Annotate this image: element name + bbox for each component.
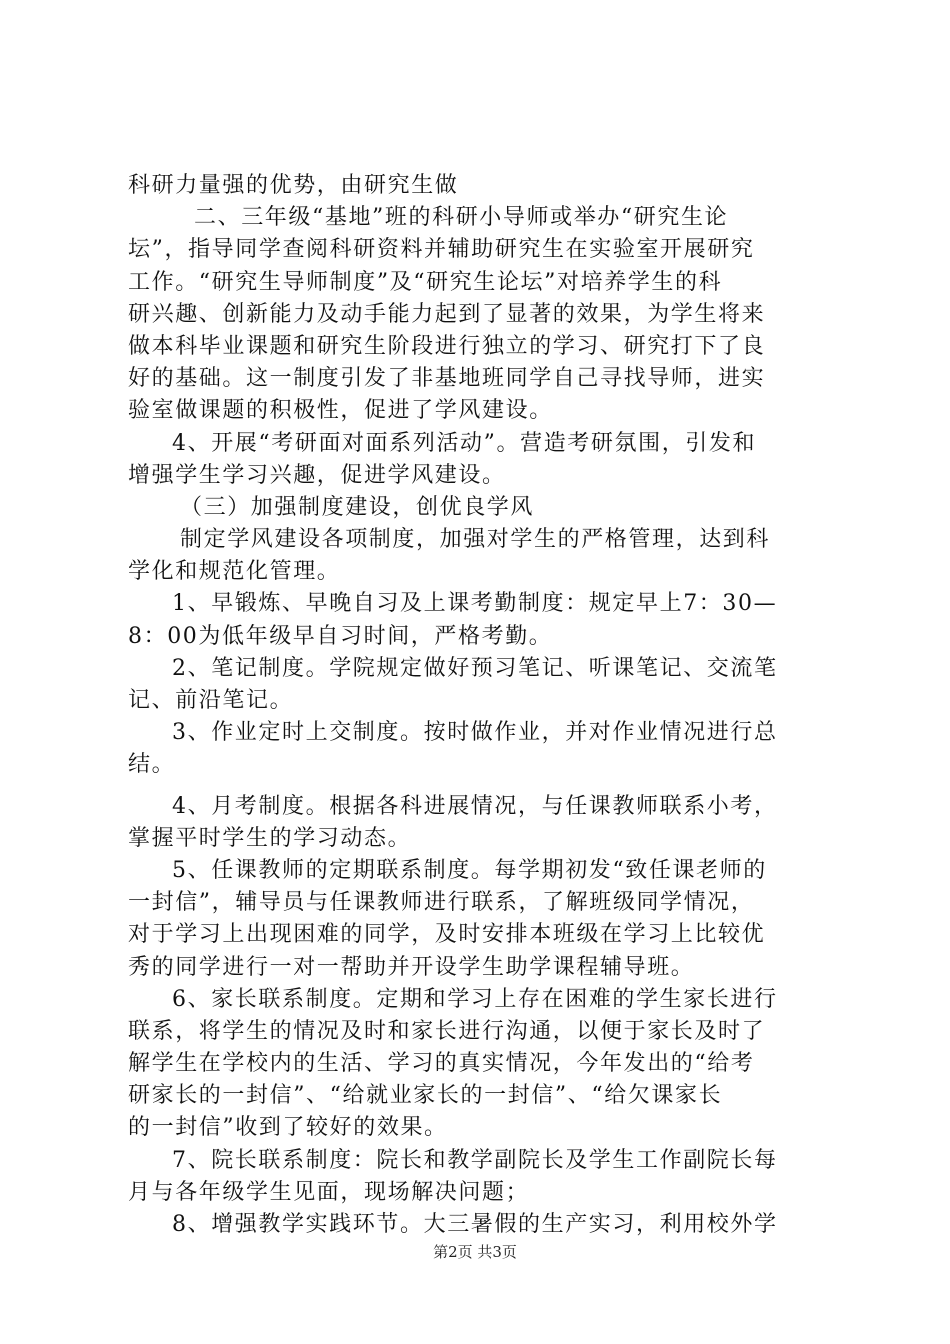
text-line: 二、三年级“基地”班的科研小导师或举办“研究生论: [194, 205, 729, 231]
text-line: 掌握平时学生的学习动态。: [128, 825, 412, 851]
text-line: 联系，将学生的情况及时和家长进行沟通，以便于家长及时了: [128, 1018, 766, 1044]
text-line: 验室做课题的积极性，促进了学风建设。: [128, 398, 553, 424]
text-line: 研兴趣、创新能力及动手能力起到了显著的效果，为学生将来: [128, 301, 766, 327]
text-line: 秀的同学进行一对一帮助并开设学生助学课程辅导班。: [128, 954, 695, 980]
text-line: 8：00为低年级早自习时间，严格考勤。: [128, 623, 553, 649]
text-line: 记、前沿笔记。: [128, 688, 294, 713]
text-line: 坛”，指导同学查阅科研资料并辅助研究生在实验室开展研究: [128, 237, 755, 263]
text-line: 好的基础。这一制度引发了非基地班同学自己寻找导师，进实: [128, 366, 766, 392]
text-line: 解学生在学校内的生活、学习的真实情况，今年发出的“给考: [128, 1051, 755, 1077]
text-line: 8、增强教学实践环节。大三暑假的生产实习，利用校外学: [172, 1212, 778, 1237]
text-line: 的一封信”收到了较好的效果。: [128, 1115, 448, 1141]
text-line: 4、月考制度。根据各科进展情况，与任课教师联系小考，: [172, 793, 778, 819]
text-line: 结。: [128, 752, 176, 778]
text-line: 工作。“研究生导师制度”及“研究生论坛”对培养学生的科: [128, 269, 723, 295]
document-body: [128, 170, 838, 1241]
page-number-footer: 第2页 共3页: [433, 1243, 517, 1261]
paragraph-gap: [128, 782, 838, 791]
text-line: 1、早锻炼、早晚自习及上课考勤制度：规定早上7：30—: [172, 591, 778, 617]
section-heading: （三）加强制度建设，创优良学风: [180, 494, 535, 520]
text-line: 增强学生学习兴趣，促进学风建设。: [128, 462, 506, 488]
text-line: 月与各年级学生见面，现场解决问题；: [128, 1179, 530, 1205]
text-line: 做本科毕业课题和研究生阶段进行独立的学习、研究打下了良: [128, 333, 766, 359]
text-line: 7、院长联系制度：院长和教学副院长及学生工作副院长每: [172, 1147, 778, 1173]
text-line: 6、家长联系制度。定期和学习上存在困难的学生家长进行: [172, 986, 778, 1012]
text-line: 2、笔记制度。学院规定做好预习笔记、听课笔记、交流笔: [172, 655, 778, 681]
text-line: 科研力量强的优势，由研究生做: [128, 173, 459, 198]
text-line: 制定学风建设各项制度，加强对学生的严格管理，达到科: [180, 527, 771, 553]
text-line: 5、任课教师的定期联系制度。每学期初发“致任课老师的: [172, 857, 767, 883]
text-line: 一封信”，辅导员与任课教师进行联系，了解班级同学情况，: [128, 890, 755, 916]
text-line: 研家长的一封信”、“给就业家长的一封信”、“给欠课家长: [128, 1083, 723, 1109]
text-line: 学化和规范化管理。: [128, 559, 341, 585]
text-line: 对于学习上出现困难的同学，及时安排本班级在学习上比较优: [128, 922, 766, 948]
text-line: 4、开展“考研面对面系列活动”。营造考研氛围，引发和: [172, 430, 757, 456]
text-line: 3、作业定时上交制度。按时做作业，并对作业情况进行总: [172, 720, 778, 746]
